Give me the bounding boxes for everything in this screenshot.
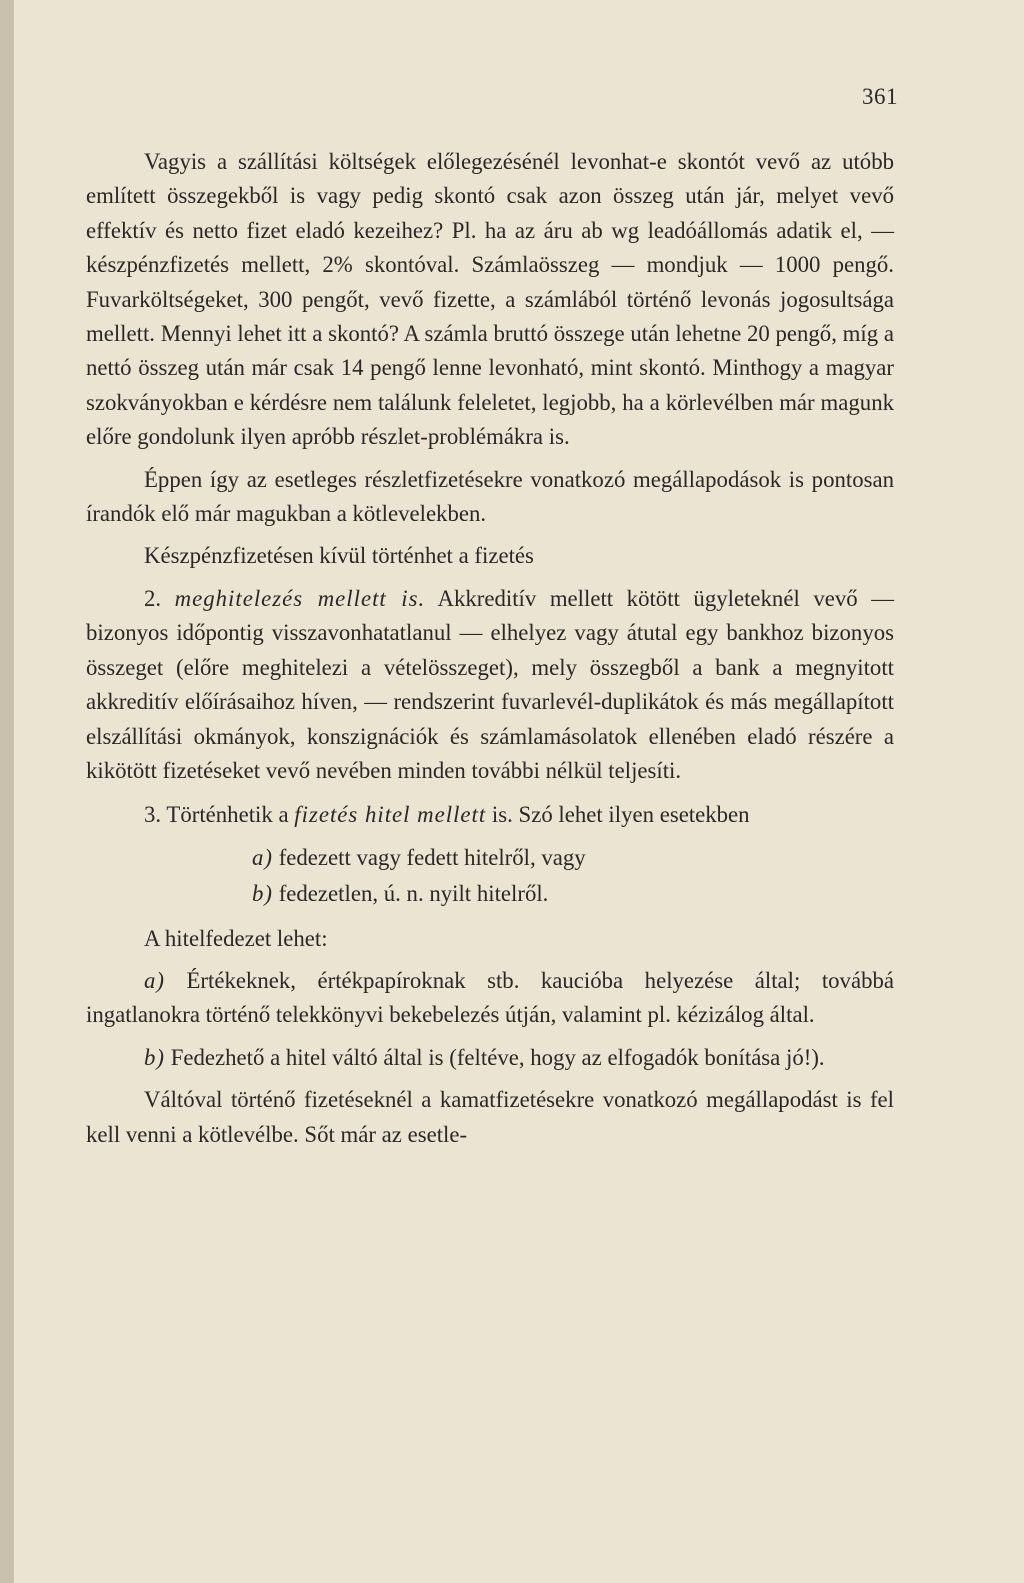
closing-paragraph: Váltóval történő fizetéseknél a kamatfizetésekre vonatkozó megállapodást is fel kell venni a kötlevélbe. Sőt már az esetle- bbox=[86, 1087, 894, 1147]
paragraph-discount: Vagyis a szállítási költségek előlegezésénél levonhat-e skontót vevő az utóbb említett összegekből is vagy pedig skontó csak azon összeg után jár, melyet vevő effektív és netto fizet eladó kezeihez? Pl. ha az áru ab wg leadóállomás adatik el, — készpénzfizetés mellett, 2% skontóval. Számlaösszeg — mondjuk — 1000 pengő. Fuvarköltségeket, 300 pengőt, vevő fizette, a számlából történő levonás jogosultsága mellett. Mennyi lehet itt a skontó? A számla bruttó összege után lehetne 20 pengő, míg a nettó összeg után már csak 14 pengő lenne levonható, mint skontó. Minthogy a magyar szokványokban e kérdésre nem találunk feleletet, legjobb, ha a körlevélben már magunk előre gondolunk ilyen apróbb részlet-problémákra is. bbox=[86, 149, 894, 450]
collateral-a-text: Értékeknek, értékpapíroknak stb. kaucióba helyezése által; továbbá ingatlanokra történő telekkönyvi bekebelezés útján, valamint pl. kézizálog által. bbox=[86, 967, 894, 1028]
credit-type-a-marker: a) bbox=[252, 844, 273, 870]
collateral-b-marker: b) bbox=[144, 1044, 165, 1070]
section-3-text-after: is. Szó lehet ilyen esetekben bbox=[491, 802, 750, 828]
collateral-a bbox=[86, 964, 894, 1033]
collateral-b-text: Fedezhető a hitel váltó által is (feltéve, hogy az elfogadók bonítása jó!). bbox=[170, 1044, 825, 1070]
paragraph-installments: Éppen így az esetleges részletfizetésekre vonatkozó megállapodások is pontosan írandók elő már magukban a kötlevelekben. bbox=[86, 466, 894, 527]
section-2-number: 2. bbox=[144, 585, 162, 611]
credit-type-a bbox=[86, 841, 894, 875]
collateral-b bbox=[86, 1041, 894, 1075]
section-2-text: Akkreditív mellett kötött ügyleteknél vevő — bizonyos időpontig visszavonhatatlanul — elhelyez vagy átutal egy bankhoz bizonyos összeget (előre meghitelezi a vételösszeget), mely összegből a bank a megnyitott akkreditív előírásaihoz híven, — rendszerint fuvarlevél-duplikátok és más megállapított elszállítási okmányok, konszignációk és számlamásolatok ellenében eladó részére a kikötött fizetéseket vevő nevében minden további nélkül teljesíti. bbox=[86, 585, 894, 783]
binding-gutter bbox=[0, 0, 14, 1583]
credit-type-b-marker: b) bbox=[252, 881, 273, 907]
credit-type-b-text: fedezetlen, ú. n. nyilt hitelről. bbox=[278, 881, 549, 907]
section-2-heading: meghitelezés mellett is. bbox=[174, 585, 426, 611]
section-3-text-before: Történhetik a bbox=[166, 802, 289, 828]
section-3-number: 3. bbox=[144, 802, 162, 828]
body-text bbox=[86, 145, 894, 1152]
section-2 bbox=[86, 582, 894, 788]
credit-type-b bbox=[86, 877, 894, 911]
page-number: 361 bbox=[862, 84, 898, 109]
paragraph-payment-intro: Készpénzfizetésen kívül történhet a fizetés bbox=[144, 543, 534, 569]
collateral-a-marker: a) bbox=[144, 967, 165, 993]
collateral-intro: A hitelfedezet lehet: bbox=[144, 925, 328, 951]
section-3-emphasis: fizetés hitel mellett bbox=[294, 802, 487, 828]
credit-type-a-text: fedezett vagy fedett hitelről, vagy bbox=[278, 844, 586, 870]
section-3 bbox=[86, 798, 894, 832]
